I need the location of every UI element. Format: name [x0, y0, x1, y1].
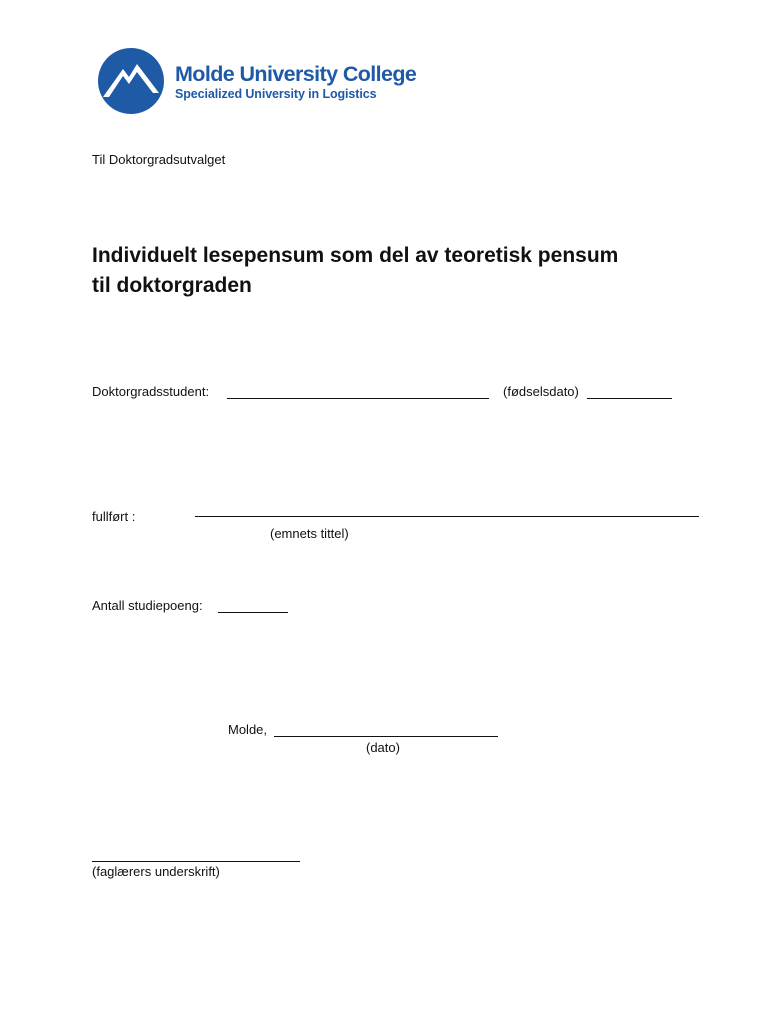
- title-line-1: Individuelt lesepensum som del av teoretisk pensum: [92, 244, 619, 267]
- course-title-field[interactable]: [195, 516, 699, 517]
- credits-field[interactable]: [218, 612, 288, 613]
- student-label: Doktorgradsstudent:: [92, 384, 210, 399]
- date-field[interactable]: [274, 736, 498, 737]
- title-line-2: til doktorgraden: [92, 274, 252, 297]
- institution-tagline: Specialized University in Logistics: [175, 87, 377, 101]
- mountain-logo-icon: [97, 47, 165, 115]
- birthdate-label: (fødselsdato): [503, 384, 579, 399]
- date-caption: (dato): [366, 740, 400, 755]
- document-title: [92, 241, 692, 301]
- signature-caption: (faglærers underskrift): [92, 864, 220, 879]
- signature-field[interactable]: [92, 861, 300, 862]
- institution-name: Molde University College: [175, 62, 417, 86]
- addressee-text: Til Doktorgradsutvalget: [92, 152, 226, 167]
- institution-logo: [97, 47, 417, 113]
- credits-label: Antall studiepoeng:: [92, 598, 203, 613]
- student-name-field[interactable]: [227, 398, 489, 399]
- course-title-caption: (emnets tittel): [270, 526, 349, 541]
- place-label: Molde,: [228, 722, 268, 737]
- completed-label: fullført :: [92, 509, 136, 524]
- birthdate-field[interactable]: [587, 398, 672, 399]
